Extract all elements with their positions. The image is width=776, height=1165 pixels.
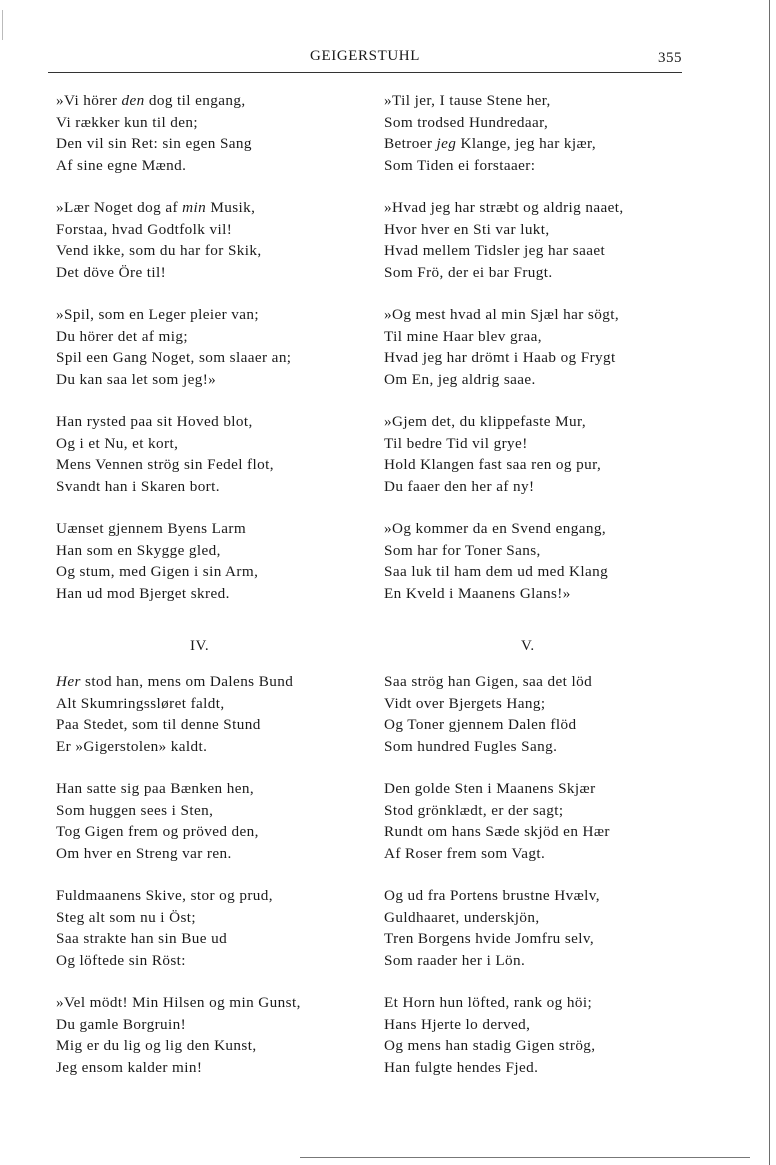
- stanza: [56, 885, 273, 971]
- verse-line: Hans Hjerte lo derved,: [384, 1015, 531, 1033]
- verse-line: Vend ikke, som du har for Skik,: [56, 242, 262, 259]
- page-number: 355: [658, 50, 682, 66]
- verse-line: Mens Vennen strög sin Fedel flot,: [56, 456, 274, 473]
- verse-line: Han rysted paa sit Hoved blot,: [56, 413, 253, 430]
- verse-line: Stod grönklædt, er der sagt;: [384, 801, 564, 819]
- stanza: [56, 90, 252, 176]
- verse-line: Er »Gigerstolen» kaldt.: [56, 737, 208, 755]
- verse-line: Tren Borgens hvide Jomfru selv,: [384, 930, 595, 947]
- verse-line: Uænset gjennem Byens Larm: [56, 520, 247, 537]
- section-number: IV.: [190, 638, 210, 654]
- verse-line: Betroer jeg Klange, jeg har kjær,: [384, 135, 597, 152]
- verse-line: Vidt over Bjergets Hang;: [384, 694, 546, 712]
- verse-line: »Hvad jeg har stræbt og aldrig naaet,: [384, 199, 624, 216]
- verse-line: Alt Skumringssløret faldt,: [56, 694, 225, 712]
- stanza: [56, 197, 262, 283]
- stanza: [384, 671, 592, 757]
- verse-line: Og Toner gjennem Dalen flöd: [384, 716, 577, 733]
- stanza: [384, 304, 619, 390]
- verse-line: Og i et Nu, et kort,: [56, 434, 179, 452]
- stanza: [56, 518, 258, 604]
- page-header: [48, 46, 682, 70]
- verse-line: Saa luk til ham dem ud med Klang: [384, 563, 609, 580]
- stanza: [384, 518, 608, 604]
- verse-line: »Til jer, I tause Stene her,: [384, 92, 551, 109]
- verse-line: Som raader her i Lön.: [384, 951, 526, 969]
- verse-line: »Og mest hvad al min Sjæl har sögt,: [384, 306, 620, 323]
- verse-line: »Lær Noget dog af min Musik,: [56, 199, 256, 216]
- verse-line: Den golde Sten i Maanens Skjær: [384, 780, 596, 797]
- bottom-rule: [300, 1157, 750, 1158]
- verse-line: Han satte sig paa Bænken hen,: [56, 780, 255, 797]
- verse-line: »Vi hörer den dog til engang,: [56, 92, 246, 109]
- verse-line: Hvad jeg har drömt i Haab og Frygt: [384, 349, 616, 366]
- verse-line: Og löftede sin Röst:: [56, 951, 186, 969]
- verse-line: Og mens han stadig Gigen strög,: [384, 1037, 596, 1054]
- verse-line: »Vel mödt! Min Hilsen og min Gunst,: [56, 994, 301, 1011]
- stanza: [56, 304, 291, 390]
- verse-line: »Og kommer da en Svend engang,: [384, 520, 607, 537]
- verse-line: Han som en Skygge gled,: [56, 541, 221, 559]
- running-head: GEIGERSTUHL: [310, 48, 420, 64]
- verse-line: Et Horn hun löfted, rank og höi;: [384, 994, 593, 1011]
- header-rule: [48, 72, 682, 73]
- verse-line: Guldhaaret, underskjön,: [384, 908, 540, 926]
- verse-line: Du gamle Borgruin!: [56, 1015, 187, 1033]
- stanza: [384, 778, 610, 864]
- verse-line: Fuldmaanens Skive, stor og prud,: [56, 887, 273, 904]
- verse-line: Du kan saa let som jeg!»: [56, 370, 217, 388]
- verse-line: Det döve Öre til!: [56, 263, 167, 281]
- stanza: [56, 671, 293, 757]
- verse-line: Den vil sin Ret: sin egen Sang: [56, 135, 252, 152]
- verse-line: Hvor hver en Sti var lukt,: [384, 220, 550, 238]
- verse-line: Jeg ensom kalder min!: [56, 1058, 203, 1076]
- verse-line: Og stum, med Gigen i sin Arm,: [56, 563, 259, 580]
- verse-line: Som hundred Fugles Sang.: [384, 737, 558, 755]
- stanza: [56, 411, 274, 497]
- verse-line: Om En, jeg aldrig saae.: [384, 370, 536, 388]
- verse-line: Saa strög han Gigen, saa det löd: [384, 673, 593, 690]
- verse-line: »Spil, som en Leger pleier van;: [56, 306, 260, 323]
- verse-line: »Gjem det, du klippefaste Mur,: [384, 413, 587, 430]
- verse-line: Her stod han, mens om Dalens Bund: [56, 673, 294, 690]
- verse-line: Som huggen sees i Sten,: [56, 801, 214, 819]
- verse-line: Han ud mod Bjerget skred.: [56, 584, 230, 602]
- verse-line: Af Roser frem som Vagt.: [384, 844, 546, 862]
- verse-line: Rundt om hans Sæde skjöd en Hær: [384, 823, 610, 840]
- verse-line: Til mine Haar blev graa,: [384, 327, 542, 345]
- verse-line: Som Tiden ei forstaaer:: [384, 156, 536, 174]
- verse-line: Svandt han i Skaren bort.: [56, 477, 220, 495]
- stanza: [56, 778, 259, 864]
- verse-line: Du hörer det af mig;: [56, 327, 188, 345]
- page-right-edge: [769, 0, 770, 1165]
- verse-line: Til bedre Tid vil grye!: [384, 434, 528, 452]
- verse-line: Hold Klangen fast saa ren og pur,: [384, 456, 602, 473]
- stanza: [384, 885, 600, 971]
- verse-line: Spil een Gang Noget, som slaaer an;: [56, 349, 292, 366]
- verse-line: Hvad mellem Tidsler jeg har saaet: [384, 242, 606, 259]
- verse-line: Han fulgte hendes Fjed.: [384, 1058, 539, 1076]
- verse-line: Som Frö, der ei bar Frugt.: [384, 263, 553, 281]
- verse-line: Saa strakte han sin Bue ud: [56, 930, 228, 947]
- verse-line: Du faaer den her af ny!: [384, 477, 535, 495]
- verse-line: Af sine egne Mænd.: [56, 156, 187, 174]
- stanza: [56, 992, 301, 1078]
- verse-line: Mig er du lig og lig den Kunst,: [56, 1037, 257, 1054]
- page-edge-mark: [2, 10, 3, 40]
- verse-line: Forstaa, hvad Godtfolk vil!: [56, 220, 233, 238]
- verse-line: Og ud fra Portens brustne Hvælv,: [384, 887, 600, 904]
- verse-line: Tog Gigen frem og pröved den,: [56, 823, 259, 840]
- verse-line: Om hver en Streng var ren.: [56, 844, 232, 862]
- verse-line: Paa Stedet, som til denne Stund: [56, 716, 261, 733]
- verse-line: Som trodsed Hundredaar,: [384, 113, 549, 131]
- verse-line: En Kveld i Maanens Glans!»: [384, 584, 571, 602]
- stanza: [384, 90, 596, 176]
- verse-line: Som har for Toner Sans,: [384, 541, 541, 559]
- stanza: [384, 411, 601, 497]
- section-number: V.: [521, 638, 535, 654]
- verse-line: Steg alt som nu i Öst;: [56, 908, 197, 926]
- stanza: [384, 197, 624, 283]
- verse-line: Vi rækker kun til den;: [56, 113, 199, 131]
- stanza: [384, 992, 596, 1078]
